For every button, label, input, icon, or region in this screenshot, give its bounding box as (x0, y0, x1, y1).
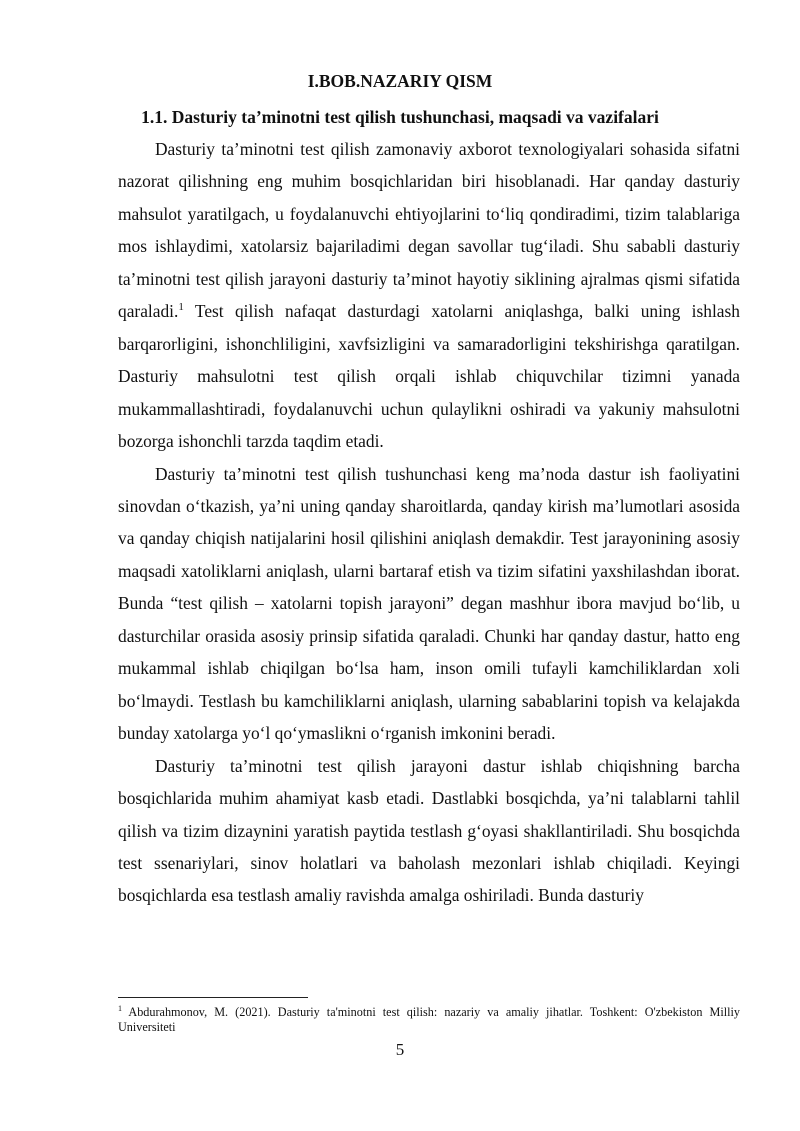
paragraph-1 (118, 133, 740, 458)
paragraph-1-text-a: Dasturiy ta’minotni test qilish zamonaviy axborot texnologiyalari sohasida sifatni nazorat qilishning eng muhim bosqichlaridan biri hisoblanadi. Har qanday dasturiy mahsulot yaratilgach, u foydalanuvchi ehtiyojlarini to‘liq qondiradimi, tizim talablariga mos ishlaydimi, xatolarsiz bajariladimi degan savollar tug‘iladi. Shu sababli dasturiy ta’minotni test qilish jarayoni dasturiy ta’minot hayotiy siklining ajralmas qismi sifatida qaraladi. (118, 139, 740, 322)
footnote-text: Abdurahmonov, M. (2021). Dasturiy ta'minotni test qilish: nazariy va amaliy jihatlar. Toshkent: O'zbekiston Milliy Universiteti (118, 1005, 740, 1034)
body-text (118, 133, 740, 912)
paragraph-1-text-b: Test qilish nafaqat dasturdagi xatolarni aniqlashga, balki uning ishlash barqarorligini, ishonchliligini, xavfsizligini va samaradorligini tekshirishga qaratilgan. Dasturiy mahsulotni test qilish orqali ishlab chiquvchilar tizimni yanada mukammallashtiradi, foydalanuvchi uchun qulaylikni oshiradi va yakuniy mahsulotni bozorga ishonchli tarzda taqdim etadi. (118, 301, 740, 452)
chapter-title: I.BOB.NAZARIY QISM (307, 71, 493, 91)
footnote-reference[interactable]: 1 (178, 301, 184, 314)
section-title: 1.1. Dasturiy ta’minotni test qilish tushunchasi, maqsadi va vazifalari (141, 107, 659, 127)
footnote (118, 1005, 740, 1035)
footnote-separator (118, 997, 308, 998)
paragraph-2: Dasturiy ta’minotni test qilish tushunchasi keng ma’noda dastur ish faoliyatini sinovdan o‘tkazish, ya’ni uning qanday sharoitlarda, qanday kirish ma’lumotlari asosida va qanday chiqish natijalarini hosil qilishini aniqlash demakdir. Test jarayonining asosiy maqsadi xatoliklarni aniqlash, ularni bartaraf etish va tizim sifatini yaxshilashdan iborat. Bunda “test qilish – xatolarni topish jarayoni” degan mashhur ibora mavjud bo‘lib, u dasturchilar orasida asosiy prinsip sifatida qaraladi. Chunki har qanday dastur, hatto eng mukammal ishlab chiqilgan bo‘lsa ham, inson omili tufayli kamchiliklardan xoli bo‘lmaydi. Testlash bu kamchiliklarni aniqlash, ularning sabablarini topish va kelajakda bunday xatolarga yo‘l qo‘ymaslikni o‘rganish imkonini beradi. (118, 463, 740, 744)
paragraph-3: Dasturiy ta’minotni test qilish jarayoni dastur ishlab chiqishning barcha bosqichlarida muhim ahamiyat kasb etadi. Dastlabki bosqichda, ya’ni talablarni tahlil qilish va tizim dizaynini yaratish paytida testlash g‘oyasi shakllantiriladi. Shu bosqichda test ssenariylari, sinov holatlari va baholash mezonlari ishlab chiqiladi. Keyingi bosqichlarda esa testlash amaliy ravishda amalga oshiriladi. Bunda dasturiy (118, 755, 740, 906)
page-number: 5 (395, 1040, 405, 1059)
footnote-marker: 1 (118, 1003, 122, 1013)
